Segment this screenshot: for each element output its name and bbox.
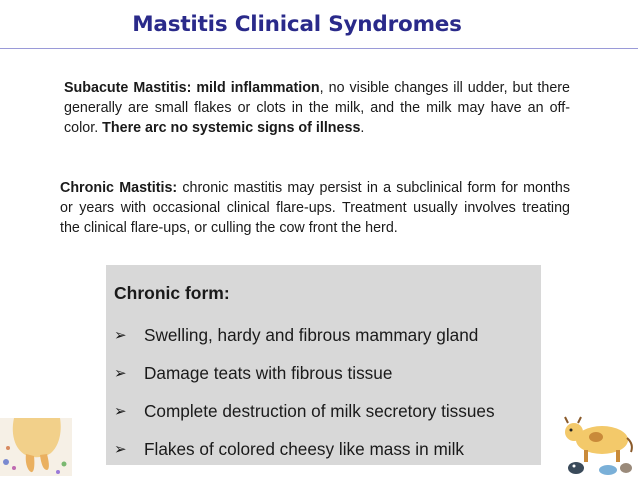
chronic-paragraph (60, 178, 570, 238)
arrow-bullet-icon: ➢ (114, 365, 127, 382)
arrow-bullet-icon: ➢ (114, 327, 127, 344)
cow-cartoon-icon (560, 410, 638, 476)
subacute-paragraph (64, 78, 570, 138)
title-divider (0, 48, 638, 49)
list-item-text: Swelling, hardy and fibrous mammary gland (144, 324, 479, 345)
subacute-body: , no visible changes ill udder, but there generally are small flakes or clots in the milk, and the milk may have an off-color. (64, 80, 570, 136)
list-item-text: Complete destruction of milk secretory tissues (144, 400, 495, 421)
udder-clipart-icon (0, 418, 72, 476)
list-item (114, 316, 539, 354)
subacute-tail: . (360, 120, 365, 136)
chronic-form-heading: Chronic form: (114, 283, 230, 303)
chronic-body: chronic mastitis may persist in a subclinical form for months or years with occasional clinical flare-ups. Treatment usually involves treating the clinical flare-ups, or culling the cow front the herd. (60, 180, 570, 236)
list-item (114, 392, 539, 430)
list-item (114, 354, 539, 392)
list-item-text: Flakes of colored cheesy like mass in milk (144, 438, 464, 459)
arrow-bullet-icon: ➢ (114, 403, 127, 420)
subacute-emphasis: There arc no systemic signs of illness (102, 120, 361, 136)
arrow-bullet-icon: ➢ (114, 441, 127, 458)
chronic-form-list (114, 316, 539, 468)
chronic-lead: Chronic Mastitis: (60, 180, 178, 196)
list-item (114, 430, 539, 468)
subacute-lead: Subacute Mastitis: mild inflammation (64, 80, 320, 96)
slide-title: Mastitis Clinical Syndromes (132, 12, 462, 37)
list-item-text: Damage teats with fibrous tissue (144, 362, 393, 383)
